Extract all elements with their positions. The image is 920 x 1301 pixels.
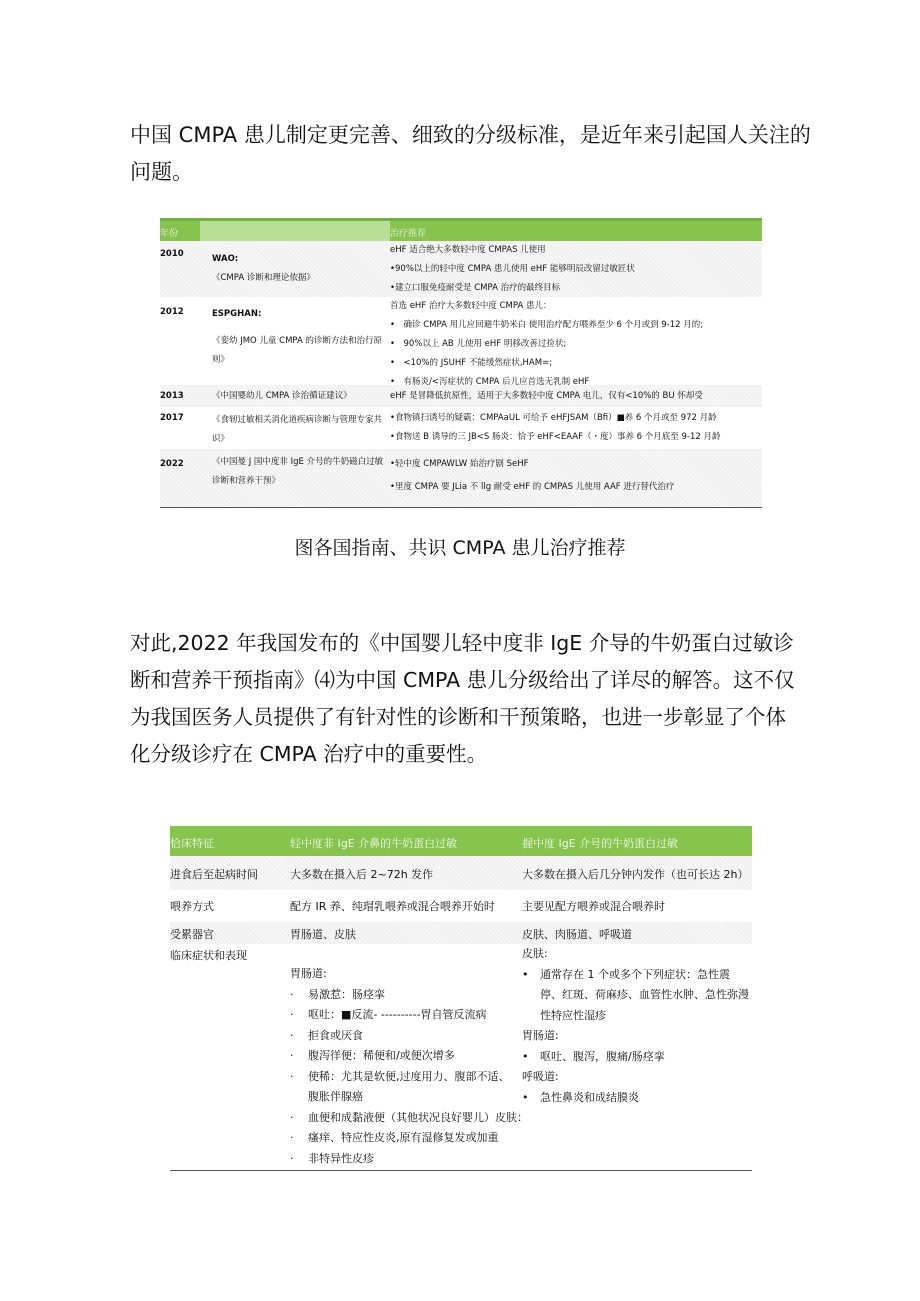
feature-cell: 受累器官 bbox=[170, 928, 214, 941]
recommendation-cell bbox=[390, 409, 760, 447]
symptom-item: 急性鼻炎和成结膜炎 bbox=[540, 1090, 639, 1104]
document-cell: 《中国婴幼儿 CMPA 诊治循证建议》 bbox=[212, 391, 352, 401]
document-cell bbox=[212, 305, 387, 370]
severe-cell: 主要见配方喂养或混合喂养时 bbox=[522, 900, 665, 913]
bullet: · bbox=[290, 1028, 294, 1042]
symptom-item: 呕吐：■反流- ----------胃自管反流病 bbox=[308, 1008, 487, 1021]
table-row bbox=[170, 856, 752, 890]
symptom-item: 易激惹：肠痉挛 bbox=[308, 987, 385, 1001]
bullet: • bbox=[522, 1049, 529, 1063]
organization-label: WAO: bbox=[212, 254, 239, 264]
bullet: • bbox=[522, 967, 529, 981]
text-line: 化分级诊疗在 CMPA 治疗中的重要性。 bbox=[130, 742, 488, 766]
document-cell: 《食轫过敏相关消化道疾病诊断与管理专家共识》 bbox=[212, 415, 383, 444]
table-row bbox=[160, 407, 762, 449]
recommendation-line: •食物送 B 诱导的三 JB<S 肠炎：恰予 eHF<EAAF（・度）事养 6 个月底至 9-12 月龄 bbox=[390, 432, 721, 442]
table-row bbox=[160, 297, 762, 385]
recommendation-cell bbox=[390, 387, 760, 406]
year-cell: 2022 bbox=[160, 459, 184, 469]
feature-cell: 进食后至起病时间 bbox=[170, 868, 258, 881]
recommendation-line: •食物镇扫诱号的疑霸：CMPAaUL 可给予 eHFJSAM（Bfi）■养 6 个月或至 972 月龄 bbox=[390, 413, 717, 423]
header-mild: 轻中度非 IgE 介鼻的牛奶蛋白过敏 bbox=[290, 837, 458, 850]
text-line: 中国 CMPA 患儿制定更完善、细致的分级标准，是近年来引起国人关注的 bbox=[130, 123, 811, 147]
bullet: · bbox=[290, 1151, 294, 1165]
recommendation-line: • 90%以上 AB 儿使用 eHF 明移改善过捡状; bbox=[390, 339, 567, 349]
text-line: 问题。 bbox=[130, 160, 193, 184]
recommendation-line: eHF 适合绝大多数轻中度 CMPAS 儿使用 bbox=[390, 245, 546, 255]
recommendation-line: 首选 eHF 治疗大多数轻中度 CMPA 患儿： bbox=[390, 301, 552, 311]
symptom-item: 腹泻徉便：稀便和/或便次增多 bbox=[308, 1049, 455, 1062]
recommendation-cell bbox=[390, 241, 760, 298]
recommendation-line: •建立口服免疫耐受是 CMPA 治疗的最终目标 bbox=[390, 283, 561, 293]
recommendation-line: •轻中度 CMPAWLW 始治疗剧 SeHF bbox=[390, 459, 529, 469]
bullet: · bbox=[290, 1110, 294, 1124]
section-heading: 皮肤: bbox=[522, 947, 548, 960]
bullet: · bbox=[290, 1008, 294, 1021]
organization-label: ESPGHAN: bbox=[212, 309, 262, 319]
feature-cell: 喂养方式 bbox=[170, 900, 214, 913]
bullet: • bbox=[522, 1090, 529, 1104]
bullet: · bbox=[290, 1131, 294, 1144]
year-cell: 2013 bbox=[160, 391, 184, 401]
table-row bbox=[160, 385, 762, 407]
symptom-item: 血便和成黏液便（其他状况良好婴儿）皮肤： bbox=[308, 1110, 528, 1124]
recommendation-line: eHF 是冒降低抗原性，适用于大多数轻中度 CMPA 电儿，仅有<10%的 BU 怀却受 bbox=[390, 391, 703, 401]
symptom-item: 拒食或厌食 bbox=[308, 1028, 363, 1042]
clinical-features-table bbox=[170, 826, 752, 1171]
year-cell: 2012 bbox=[160, 307, 184, 317]
bullet: · bbox=[290, 1049, 294, 1062]
recommendation-line: • 确诊 CMPA 用儿应回避牛奶米白 使用治疗配方喂养至少 6 个月或到 9-12 月的; bbox=[390, 320, 704, 330]
mild-cell: 胃肠道、皮肤 bbox=[290, 928, 356, 941]
severe-cell: 大多数在摄入后几分钟内发作（也可长达 2h） bbox=[522, 868, 749, 881]
severe-symptoms-cell bbox=[522, 944, 750, 1108]
recommendation-cell bbox=[390, 455, 760, 497]
intro-paragraph bbox=[130, 117, 811, 191]
mild-cell: 配方 IR 养、纯瑁乳喂养或混合喂养开始时 bbox=[290, 900, 495, 913]
section-heading: 胃肠道: bbox=[290, 967, 327, 980]
severe-cell: 皮肤、肉肠道、呼吸道 bbox=[522, 928, 632, 941]
header-recommendation: 治疗推荐 bbox=[390, 229, 427, 239]
section-heading: 呼吸道: bbox=[522, 1070, 559, 1083]
recommendation-cell bbox=[390, 297, 760, 385]
symptom-item: 非特异性皮疹 bbox=[308, 1151, 374, 1165]
body-paragraph bbox=[130, 625, 800, 773]
mild-cell: 大多数在摄入后 2~72h 发作 bbox=[290, 868, 434, 881]
mild-symptoms-cell bbox=[290, 964, 528, 1169]
year-cell: 2010 bbox=[160, 249, 184, 259]
header-year: 年份 bbox=[160, 229, 179, 239]
feature-cell: 临床症状和表现 bbox=[170, 949, 247, 962]
document-cell bbox=[212, 250, 387, 288]
document-cell: 《中国曼 J 国中度非 IgE 介号的牛奶磁白过敏诊断和营养干预》 bbox=[212, 457, 384, 486]
text-line: 为我国医务人员提供了有针对性的诊断和干预策略，也进一步彰显了个体 bbox=[130, 705, 786, 729]
table-row bbox=[160, 241, 762, 297]
guideline-table bbox=[160, 218, 762, 508]
section-heading: 胃肠道: bbox=[522, 1029, 559, 1042]
recommendation-line: •90%以上的轻中度 CMPA 患儿使用 eHF 能够明辰改留过敏匠状 bbox=[390, 264, 635, 274]
recommendation-line: •里度 CMPA 要 JLia 不 llg 耐受 eHF 的 CMPAS 儿使用 AAF 进行替代治疗 bbox=[390, 482, 675, 492]
symptom-item: 瘙痒、特应性皮炎,原有湿修复发或加重 bbox=[308, 1131, 499, 1144]
header-cell-blank bbox=[200, 221, 390, 241]
table-row bbox=[160, 449, 762, 507]
document-title: 《娈幼 JMO 儿童 CMPA 的诊断方法和治行原则》 bbox=[212, 336, 383, 365]
table-row bbox=[170, 890, 752, 922]
symptom-item: 呕吐、腹泻，腹痛/肠痉挛 bbox=[540, 1049, 665, 1063]
table-row bbox=[170, 922, 752, 944]
recommendation-line: • 有肠炎/<泻症状的 CMPA 后儿应首选无乳制 eHF bbox=[390, 377, 590, 385]
text-line: 对此,2022 年我国发布的《中国婴儿轻中度非 IgE 介导的牛奶蛋白过敏诊 bbox=[130, 631, 794, 655]
figure-caption: 图各国指南、共识 CMPA 患儿治疗推荐 bbox=[294, 537, 626, 559]
year-cell: 2017 bbox=[160, 413, 184, 423]
recommendation-line: • <10%的 JSUHF 不能缓然症状,HAM=; bbox=[390, 358, 553, 368]
table-header bbox=[160, 221, 762, 241]
bullet: · bbox=[290, 987, 294, 1001]
header-feature: 恰床特征 bbox=[170, 837, 214, 850]
document-title: 《CMPA 诊断和理论依据》 bbox=[212, 273, 315, 283]
symptom-item: 通常存在 1 个或多个下列症状：急性震停、红斑、荷麻疹、血管性水肿、急性弥漫性特应性湿疹 bbox=[540, 967, 749, 1022]
table-row-clinical bbox=[170, 944, 752, 1170]
table-header bbox=[170, 826, 752, 856]
text-line: 断和营养干预指南》⑷为中国 CMPA 患儿分级给出了详尽的解答。这不仅 bbox=[130, 668, 795, 692]
bullet: · bbox=[290, 1069, 294, 1083]
header-severe: 握中度 IgE 介号的牛奶蛋白过敏 bbox=[522, 837, 679, 850]
symptom-item: 使稀：尤其是软便,过度用力、腹部不适、腹胀伴腺癌 bbox=[308, 1069, 510, 1103]
